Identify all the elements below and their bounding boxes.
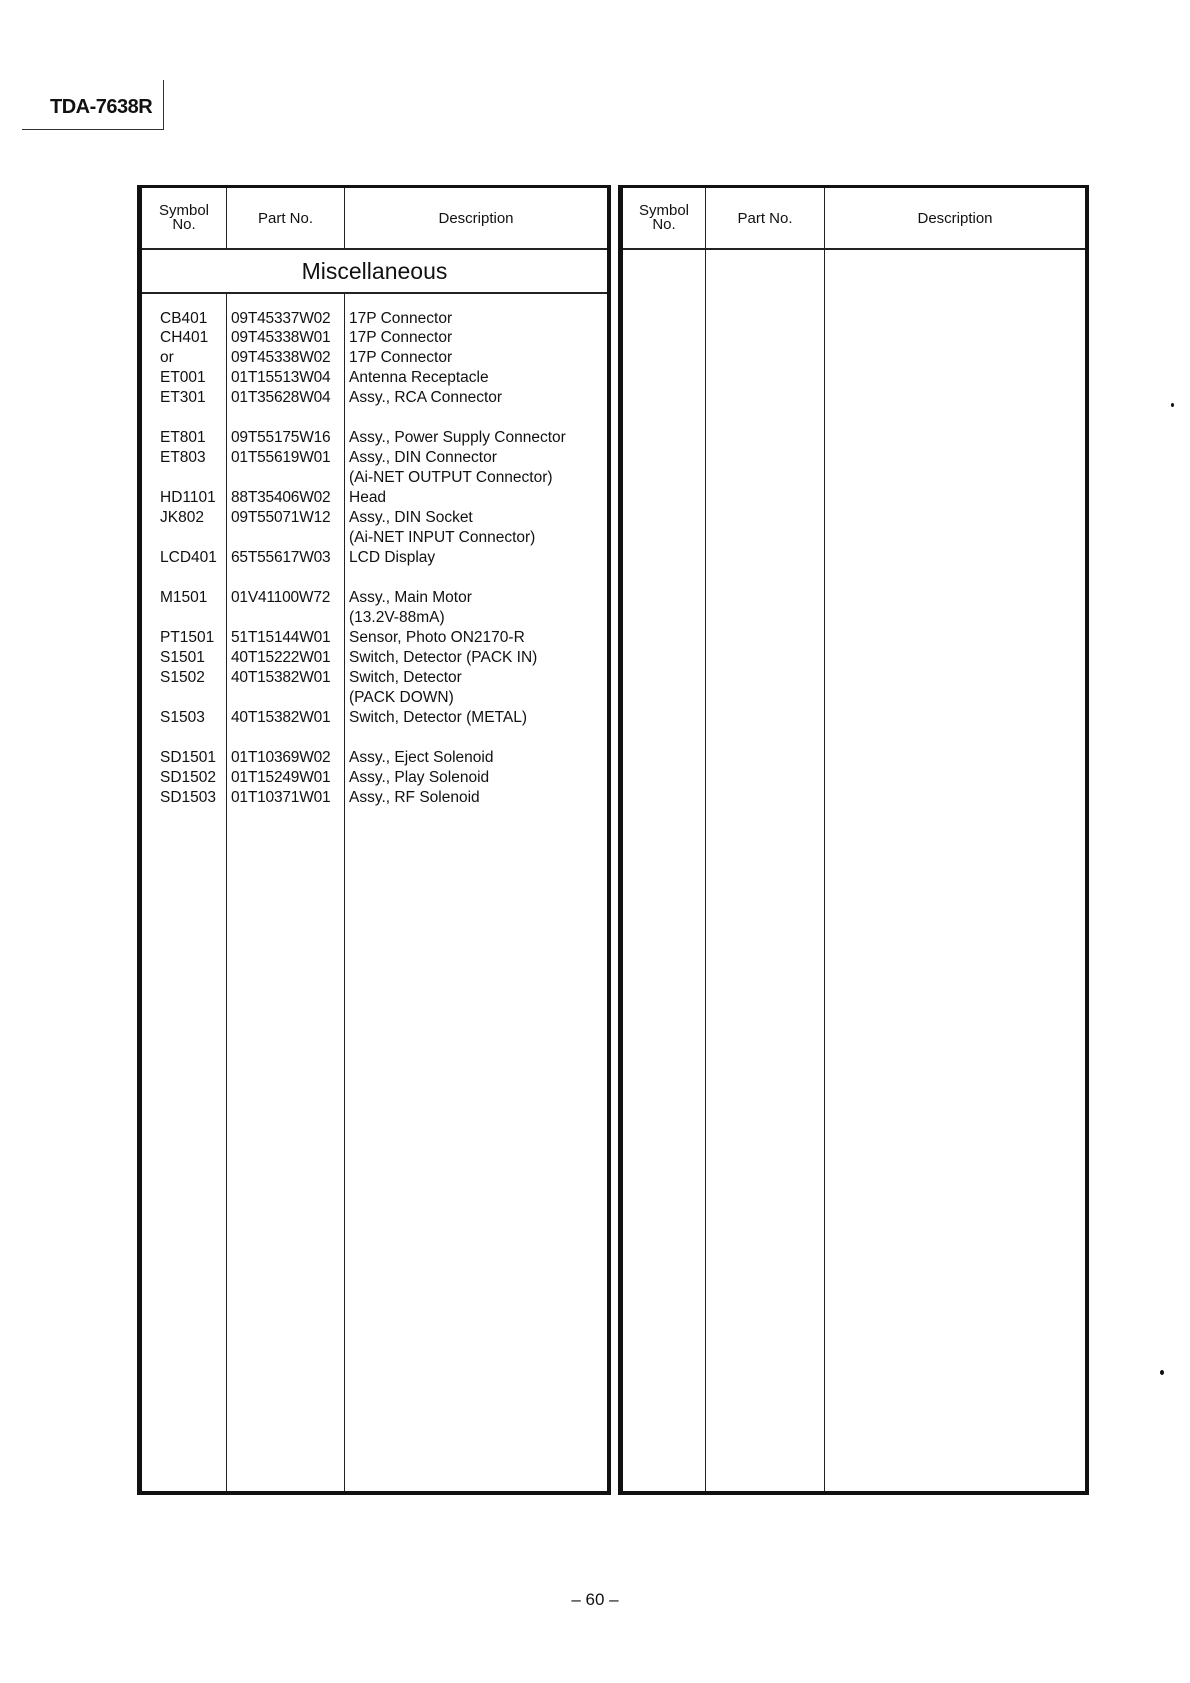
description-cell: Assy., Main Motor <box>349 589 472 606</box>
part-cell: 40T15222W01 <box>231 649 331 666</box>
part-cell: 09T55071W12 <box>231 509 331 526</box>
table-row <box>142 768 607 788</box>
symbol-cell: SD1501 <box>160 749 217 766</box>
part-cell: 01T15249W01 <box>231 769 331 786</box>
description-cell: Assy., DIN Socket <box>349 509 473 526</box>
part-cell: 01T35628W04 <box>231 389 331 406</box>
table-row <box>142 748 607 768</box>
description-cell: (Ai-NET INPUT Connector) <box>349 529 536 546</box>
symbol-cell: ET803 <box>160 449 206 466</box>
header-no-label: No. <box>172 216 196 233</box>
part-cell: 01T55619W01 <box>231 449 331 466</box>
header-divider-horizontal <box>22 129 164 130</box>
symbol-cell: LCD401 <box>160 549 217 566</box>
header-description: Description <box>917 209 993 227</box>
table-row <box>142 309 607 329</box>
description-cell: Sensor, Photo ON2170-R <box>349 629 525 646</box>
description-cell: Assy., RF Solenoid <box>349 789 480 806</box>
table-row <box>142 668 607 688</box>
header-part-no: Part No. <box>737 209 793 227</box>
symbol-cell: PT1501 <box>160 629 215 646</box>
part-cell: 01T15513W04 <box>231 369 331 386</box>
table-row <box>142 328 607 348</box>
page-number: – 60 – <box>571 1590 619 1609</box>
part-cell: 09T55175W16 <box>231 429 331 446</box>
parts-table-right <box>618 185 1089 1495</box>
section-title: Miscellaneous <box>142 250 607 292</box>
symbol-cell: M1501 <box>160 589 208 606</box>
description-cell: Assy., Power Supply Connector <box>349 429 566 446</box>
header-divider <box>142 248 607 250</box>
description-cell: (Ai-NET OUTPUT Connector) <box>349 469 553 486</box>
header-symbol-label: Symbol <box>638 202 690 219</box>
description-cell: Switch, Detector <box>349 669 462 686</box>
part-cell: 88T35406W02 <box>231 489 331 506</box>
header-divider-vertical <box>163 80 164 130</box>
symbol-cell: S1502 <box>160 669 205 686</box>
description-cell: 17P Connector <box>349 310 453 327</box>
description-cell: Head <box>349 489 387 506</box>
table-row <box>142 448 607 468</box>
header-divider <box>623 248 1085 250</box>
description-cell: Antenna Receptacle <box>349 369 489 386</box>
scan-speck <box>1171 403 1174 407</box>
table-row <box>142 428 607 448</box>
table-row <box>142 348 607 368</box>
table-row <box>142 508 607 528</box>
table-row <box>142 588 607 608</box>
part-cell: 09T45337W02 <box>231 310 331 327</box>
table-row <box>142 788 607 808</box>
symbol-cell: ET301 <box>160 389 206 406</box>
table-row <box>142 368 607 388</box>
symbol-cell: SD1502 <box>160 769 217 786</box>
table-row <box>142 608 607 628</box>
description-cell: Assy., DIN Connector <box>349 449 497 466</box>
symbol-cell: CH401 <box>160 329 209 346</box>
column-divider <box>705 188 706 1491</box>
symbol-cell: SD1503 <box>160 789 217 806</box>
part-cell: 01V41100W72 <box>231 589 331 606</box>
part-cell: 40T15382W01 <box>231 709 331 726</box>
part-cell: 01T10369W02 <box>231 749 331 766</box>
symbol-cell: or <box>160 349 174 366</box>
scan-speck <box>1160 1370 1164 1375</box>
part-cell: 65T55617W03 <box>231 549 331 566</box>
description-cell: (PACK DOWN) <box>349 689 454 706</box>
description-cell: 17P Connector <box>349 349 453 366</box>
header-description: Description <box>438 209 514 227</box>
symbol-cell: HD1101 <box>160 489 216 506</box>
header-symbol-label: Symbol <box>158 202 210 219</box>
symbol-cell: ET001 <box>160 369 206 386</box>
symbol-cell: S1501 <box>160 649 205 666</box>
table-row <box>142 548 607 568</box>
table-row <box>142 388 607 408</box>
column-divider <box>824 188 825 1491</box>
table-row <box>142 688 607 708</box>
table-row <box>142 488 607 508</box>
symbol-cell: CB401 <box>160 310 208 327</box>
description-cell: 17P Connector <box>349 329 453 346</box>
symbol-cell: JK802 <box>160 509 204 526</box>
part-cell: 01T10371W01 <box>231 789 331 806</box>
description-cell: LCD Display <box>349 549 436 566</box>
header-part-no: Part No. <box>257 209 314 227</box>
table-row <box>142 628 607 648</box>
table-row <box>142 648 607 668</box>
table-row <box>142 708 607 728</box>
description-cell: Switch, Detector (METAL) <box>349 709 528 726</box>
description-cell: Assy., RCA Connector <box>349 389 503 406</box>
part-cell: 09T45338W02 <box>231 349 331 366</box>
parts-table-left <box>137 185 611 1495</box>
description-cell: (13.2V-88mA) <box>349 609 445 626</box>
part-cell: 09T45338W01 <box>231 329 331 346</box>
description-cell: Assy., Eject Solenoid <box>349 749 494 766</box>
header-symbol-no <box>623 188 705 248</box>
symbol-cell: ET801 <box>160 429 206 446</box>
section-divider <box>142 292 607 294</box>
part-cell: 51T15144W01 <box>231 629 331 646</box>
table-row <box>142 528 607 548</box>
part-cell: 40T15382W01 <box>231 669 331 686</box>
header-symbol-no <box>142 188 226 248</box>
parts-list <box>142 294 607 1491</box>
description-cell: Switch, Detector (PACK IN) <box>349 649 538 666</box>
symbol-cell: S1503 <box>160 709 205 726</box>
table-row <box>142 468 607 488</box>
header-no-label: No. <box>652 216 676 233</box>
description-cell: Assy., Play Solenoid <box>349 769 490 786</box>
model-number: TDA-7638R <box>50 96 153 118</box>
